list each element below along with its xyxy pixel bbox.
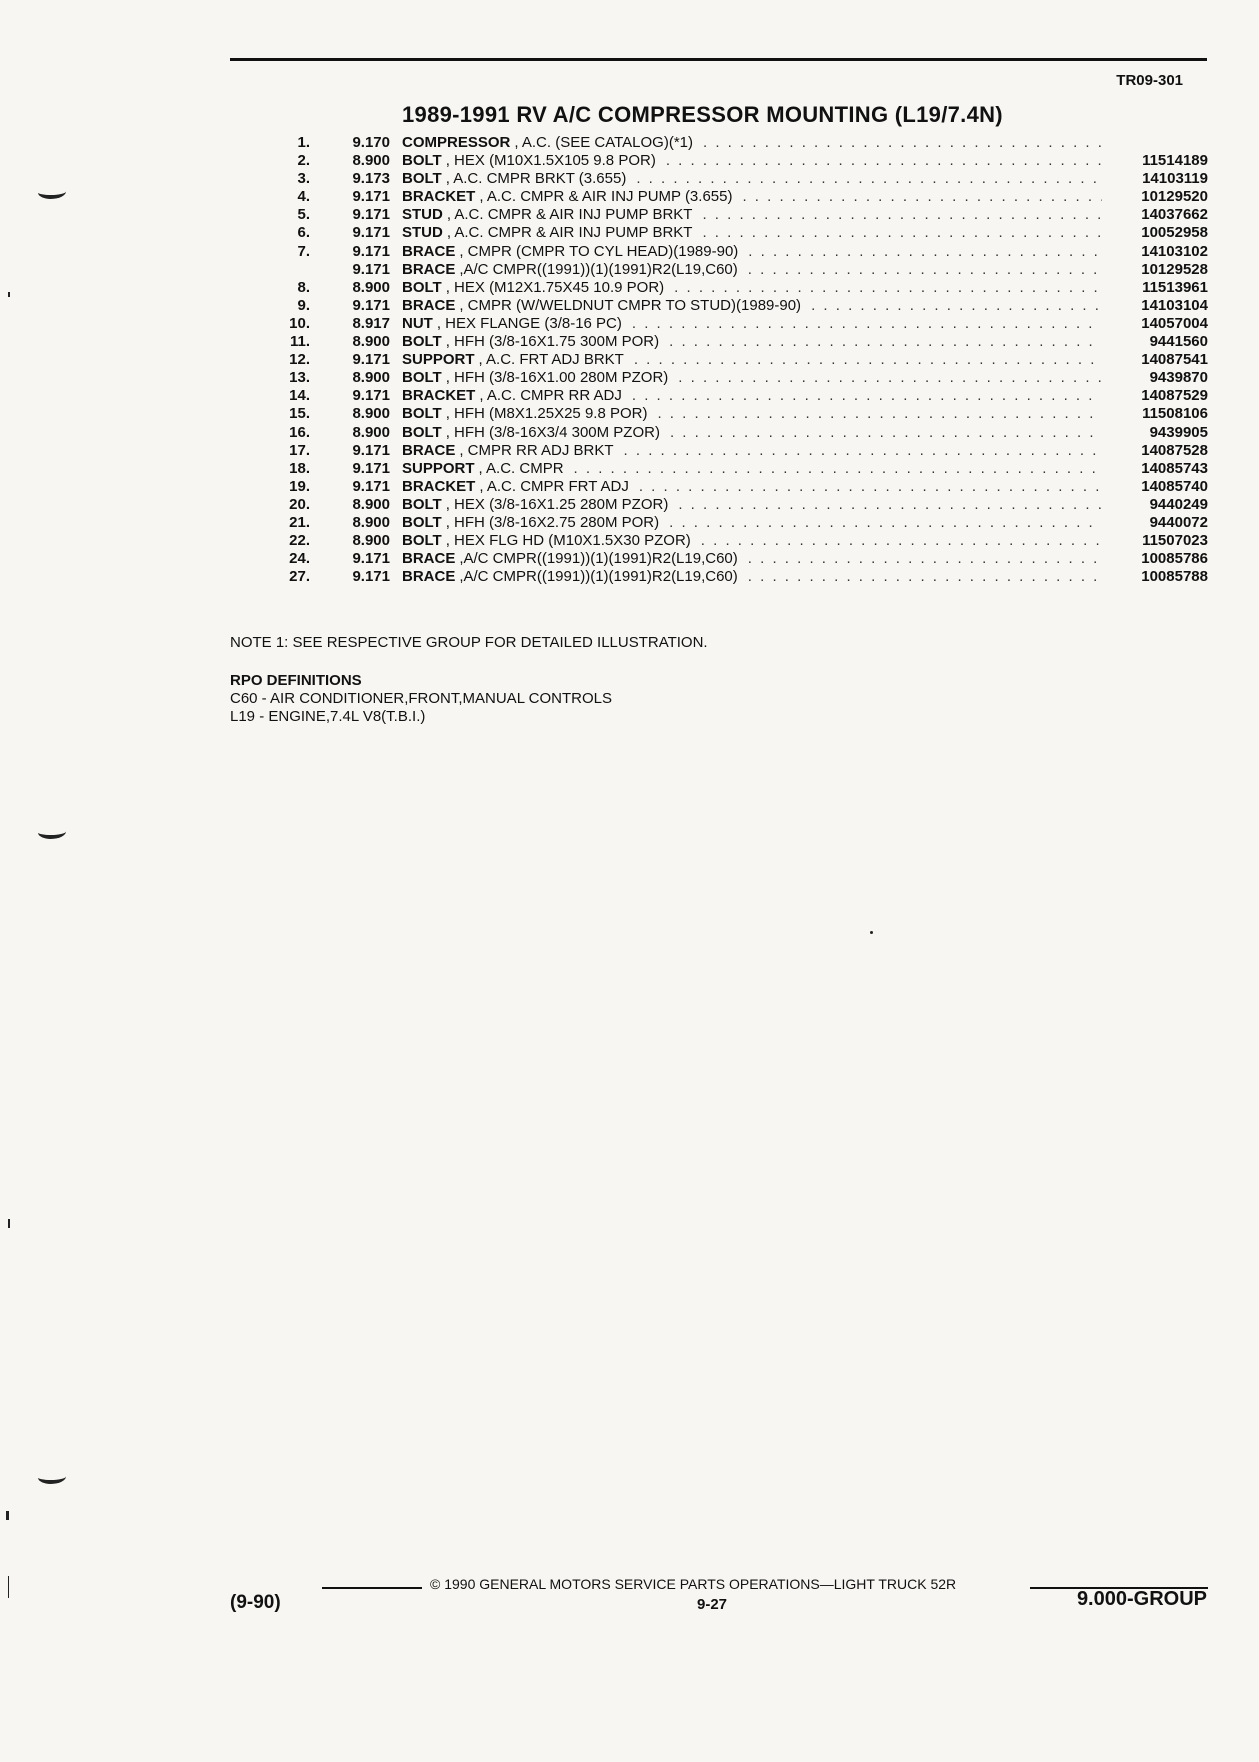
part-name: BRACE xyxy=(402,296,456,314)
page-number: 9-27 xyxy=(697,1596,728,1613)
dot-leader xyxy=(703,134,1102,152)
part-description xyxy=(402,460,1108,478)
part-detail: , A.C. CMPR & AIR INJ PUMP (3.655) xyxy=(479,188,733,206)
part-number: 14103104 xyxy=(1141,296,1208,314)
footer-rule-left xyxy=(322,1587,422,1589)
group-number: 9.171 xyxy=(352,568,390,586)
group-number: 8.900 xyxy=(352,513,390,531)
group-number: 8.900 xyxy=(352,532,390,550)
item-number: 27. xyxy=(289,568,310,586)
dot-leader xyxy=(702,224,1102,242)
group-number: 8.900 xyxy=(352,423,390,441)
dot-leader xyxy=(666,152,1102,170)
part-description xyxy=(402,188,1108,206)
part-number: 9440072 xyxy=(1149,513,1208,531)
item-number: 14. xyxy=(289,387,310,405)
part-number: 11508106 xyxy=(1142,405,1208,423)
part-description xyxy=(402,261,1108,279)
group-number: 8.900 xyxy=(352,405,390,423)
item-number: 16. xyxy=(289,423,310,441)
item-number: 22. xyxy=(289,532,310,550)
part-number: 11513961 xyxy=(1142,278,1208,296)
dot-leader xyxy=(639,478,1102,496)
table-row xyxy=(260,170,1208,188)
part-description xyxy=(402,532,1108,550)
header-rule xyxy=(230,58,1207,61)
item-number: 5. xyxy=(297,206,310,224)
part-detail: , HEX (3/8-16X1.25 280M PZOR) xyxy=(445,495,669,513)
part-detail: , HFH (M8X1.25X25 9.8 POR) xyxy=(445,405,648,423)
table-row xyxy=(260,351,1208,369)
part-number: 14085740 xyxy=(1141,477,1208,495)
item-number: 7. xyxy=(297,242,310,260)
part-number: 9439870 xyxy=(1149,369,1208,387)
dot-leader xyxy=(674,279,1102,297)
table-row xyxy=(260,442,1208,460)
scan-speck-icon xyxy=(6,1511,9,1520)
item-number: 18. xyxy=(289,459,310,477)
part-description xyxy=(402,387,1108,405)
part-detail: , HFH (3/8-16X1.00 280M PZOR) xyxy=(445,369,669,387)
part-name: NUT xyxy=(402,314,433,332)
dot-leader xyxy=(702,206,1102,224)
part-detail: , A.C. CMPR RR ADJ xyxy=(479,387,622,405)
group-number: 8.900 xyxy=(352,278,390,296)
part-description xyxy=(402,514,1108,532)
item-number: 11. xyxy=(289,333,310,351)
part-detail: , CMPR RR ADJ BRKT xyxy=(459,441,614,459)
table-row xyxy=(260,279,1208,297)
part-name: BOLT xyxy=(402,532,442,550)
group-number: 8.900 xyxy=(352,495,390,513)
part-description xyxy=(402,351,1108,369)
part-description xyxy=(402,496,1108,514)
part-detail: , A.C. CMPR & AIR INJ PUMP BRKT xyxy=(446,206,693,224)
table-row xyxy=(260,568,1208,586)
table-row xyxy=(260,333,1208,351)
table-row xyxy=(260,152,1208,170)
part-detail: , HEX (M10X1.5X105 9.8 POR) xyxy=(445,152,656,170)
item-number: 4. xyxy=(297,188,310,206)
group-number: 9.171 xyxy=(352,188,390,206)
dot-leader xyxy=(657,405,1102,423)
part-number: 10052958 xyxy=(1141,224,1208,242)
part-detail: , HFH (3/8-16X2.75 280M POR) xyxy=(445,513,660,531)
item-number: 1. xyxy=(297,134,310,151)
part-description xyxy=(402,550,1108,568)
item-number: 20. xyxy=(289,495,310,513)
table-row xyxy=(260,387,1208,405)
dot-leader xyxy=(748,261,1102,279)
part-number: 14087528 xyxy=(1141,441,1208,459)
item-number: 8. xyxy=(297,278,310,296)
item-number: 2. xyxy=(297,152,310,170)
item-number: 17. xyxy=(289,441,310,459)
page-title: 1989-1991 RV A/C COMPRESSOR MOUNTING (L19/7.4N) xyxy=(402,102,1003,127)
part-detail: , A.C. CMPR & AIR INJ PUMP BRKT xyxy=(446,224,693,242)
part-name: BRACE xyxy=(402,242,456,260)
part-number: 14087529 xyxy=(1141,387,1208,405)
dot-leader xyxy=(701,532,1102,550)
item-number: 24. xyxy=(289,550,310,568)
dot-leader xyxy=(678,496,1102,514)
part-number: 9441560 xyxy=(1149,333,1208,351)
group-number: 9.171 xyxy=(352,296,390,314)
dot-leader xyxy=(669,333,1102,351)
table-row xyxy=(260,514,1208,532)
part-description xyxy=(402,478,1108,496)
group-number: 9.171 xyxy=(352,550,390,568)
group-number: 8.900 xyxy=(352,369,390,387)
item-number: 21. xyxy=(289,513,310,531)
table-row xyxy=(260,188,1208,206)
dot-leader xyxy=(670,424,1102,442)
part-description xyxy=(402,206,1108,224)
group-number: 9.171 xyxy=(352,206,390,224)
part-detail: , HEX FLANGE (3/8-16 PC) xyxy=(436,314,622,332)
table-row xyxy=(260,550,1208,568)
part-name: BOLT xyxy=(402,278,442,296)
group-number: 9.171 xyxy=(352,351,390,369)
part-number: 14103119 xyxy=(1142,170,1208,188)
scan-speck-icon xyxy=(8,1576,9,1598)
part-name: BOLT xyxy=(402,369,442,387)
part-number: 14085743 xyxy=(1141,459,1208,477)
part-number: 14037662 xyxy=(1141,206,1208,224)
table-row xyxy=(260,460,1208,478)
part-number: 14103102 xyxy=(1141,242,1208,260)
part-name: BOLT xyxy=(402,405,442,423)
part-name: BRACKET xyxy=(402,477,476,495)
rpo-definition-l19: L19 - ENGINE,7.4L V8(T.B.I.) xyxy=(230,708,426,725)
part-detail: ,A/C CMPR((1991))(1)(1991)R2(L19,C60) xyxy=(459,260,738,278)
table-row xyxy=(260,424,1208,442)
table-row xyxy=(260,224,1208,242)
part-detail: , HEX (M12X1.75X45 10.9 POR) xyxy=(445,278,665,296)
part-detail: , HEX FLG HD (M10X1.5X30 PZOR) xyxy=(445,532,691,550)
dot-leader xyxy=(678,369,1102,387)
part-number: 9439905 xyxy=(1149,423,1208,441)
copyright-notice: © 1990 GENERAL MOTORS SERVICE PARTS OPERATIONS—LIGHT TRUCK 52R xyxy=(430,1576,957,1592)
part-name: SUPPORT xyxy=(402,351,475,369)
part-detail: ,A/C CMPR((1991))(1)(1991)R2(L19,C60) xyxy=(459,568,738,586)
part-name: BOLT xyxy=(402,170,442,188)
table-row xyxy=(260,297,1208,315)
dot-leader xyxy=(634,351,1102,369)
binder-hole-mark-icon xyxy=(38,825,66,839)
binder-hole-mark-icon xyxy=(38,185,66,199)
rpo-definition-c60: C60 - AIR CONDITIONER,FRONT,MANUAL CONTROLS xyxy=(230,690,612,707)
part-detail: ,A/C CMPR((1991))(1)(1991)R2(L19,C60) xyxy=(459,550,738,568)
group-number: 9.173 xyxy=(352,170,390,188)
group-number: 8.900 xyxy=(352,152,390,170)
part-name: BRACE xyxy=(402,441,456,459)
part-name: BRACKET xyxy=(402,188,476,206)
part-name: STUD xyxy=(402,206,443,224)
part-description xyxy=(402,442,1108,460)
part-description xyxy=(402,405,1108,423)
part-description xyxy=(402,333,1108,351)
revision-date: (9-90) xyxy=(230,1592,281,1613)
part-number: 11507023 xyxy=(1142,532,1208,550)
parts-list xyxy=(260,134,1208,586)
part-detail: , A.C. CMPR BRKT (3.655) xyxy=(445,170,627,188)
group-number: 8.917 xyxy=(352,314,390,332)
part-detail: , CMPR (W/WELDNUT CMPR TO STUD)(1989-90) xyxy=(459,296,802,314)
table-row xyxy=(260,478,1208,496)
part-name: BOLT xyxy=(402,423,442,441)
part-description xyxy=(402,243,1108,261)
item-number: 9. xyxy=(297,296,310,314)
dot-leader xyxy=(748,550,1102,568)
part-detail: , A.C. CMPR FRT ADJ xyxy=(479,477,629,495)
part-name: SUPPORT xyxy=(402,459,475,477)
table-row xyxy=(260,532,1208,550)
dot-leader xyxy=(632,387,1102,405)
part-name: BOLT xyxy=(402,495,442,513)
part-name: BRACKET xyxy=(402,387,476,405)
part-number: 10085788 xyxy=(1141,568,1208,586)
group-number: 9.171 xyxy=(352,459,390,477)
group-number: 9.171 xyxy=(352,477,390,495)
part-detail: , HFH (3/8-16X3/4 300M PZOR) xyxy=(445,423,660,441)
part-name: BOLT xyxy=(402,152,442,170)
part-name: STUD xyxy=(402,224,443,242)
part-name: BRACE xyxy=(402,568,456,586)
part-description xyxy=(402,134,1108,152)
item-number: 3. xyxy=(297,170,310,188)
table-row xyxy=(260,315,1208,333)
item-number: 15. xyxy=(289,405,310,423)
document-code: TR09-301 xyxy=(1116,72,1183,89)
group-number: 9.171 xyxy=(352,224,390,242)
part-detail: , CMPR (CMPR TO CYL HEAD)(1989-90) xyxy=(459,242,739,260)
table-row xyxy=(260,134,1208,152)
part-name: BRACE xyxy=(402,260,456,278)
part-name: BOLT xyxy=(402,513,442,531)
part-detail: , A.C. CMPR xyxy=(478,459,564,477)
group-number: 8.900 xyxy=(352,333,390,351)
table-row xyxy=(260,206,1208,224)
scan-speck-icon xyxy=(8,1219,10,1228)
item-number: 6. xyxy=(297,224,310,242)
part-description xyxy=(402,152,1108,170)
part-detail: , HFH (3/8-16X1.75 300M POR) xyxy=(445,333,660,351)
item-number: 10. xyxy=(289,314,310,332)
item-number: 13. xyxy=(289,369,310,387)
group-number: 9.171 xyxy=(352,387,390,405)
part-number: 9440249 xyxy=(1149,495,1208,513)
binder-hole-mark-icon xyxy=(38,1470,66,1484)
item-number: 19. xyxy=(289,477,310,495)
table-row xyxy=(260,369,1208,387)
dot-leader xyxy=(632,315,1102,333)
part-number: 10085786 xyxy=(1141,550,1208,568)
part-description xyxy=(402,297,1108,315)
part-number: 14087541 xyxy=(1141,351,1208,369)
dot-leader xyxy=(574,460,1102,478)
part-name: COMPRESSOR xyxy=(402,134,511,151)
dot-leader xyxy=(748,243,1102,261)
part-description xyxy=(402,424,1108,442)
part-number: 10129520 xyxy=(1141,188,1208,206)
part-detail: , A.C. FRT ADJ BRKT xyxy=(478,351,624,369)
group-number: 9.171 xyxy=(352,441,390,459)
part-number: 11514189 xyxy=(1142,152,1208,170)
part-name: BRACE xyxy=(402,550,456,568)
part-description xyxy=(402,224,1108,242)
table-row xyxy=(260,243,1208,261)
table-row xyxy=(260,496,1208,514)
dot-leader xyxy=(748,568,1102,586)
part-description xyxy=(402,568,1108,586)
dot-leader xyxy=(636,170,1102,188)
part-description xyxy=(402,170,1108,188)
table-row xyxy=(260,405,1208,423)
scan-speck-icon xyxy=(870,931,873,934)
note-1: NOTE 1: SEE RESPECTIVE GROUP FOR DETAILED ILLUSTRATION. xyxy=(230,634,708,651)
group-number: 9.170 xyxy=(352,134,390,151)
group-number: 9.171 xyxy=(352,260,390,278)
part-description xyxy=(402,315,1108,333)
part-name: BOLT xyxy=(402,333,442,351)
dot-leader xyxy=(811,297,1102,315)
dot-leader xyxy=(624,442,1102,460)
rpo-heading: RPO DEFINITIONS xyxy=(230,672,362,689)
table-row xyxy=(260,261,1208,279)
item-number: 12. xyxy=(289,351,310,369)
group-code: 9.000-GROUP xyxy=(1076,1588,1207,1610)
group-number: 9.171 xyxy=(352,242,390,260)
part-number: 10129528 xyxy=(1141,260,1208,278)
part-detail: , A.C. (SEE CATALOG)(*1) xyxy=(514,134,694,151)
part-description xyxy=(402,369,1108,387)
dot-leader xyxy=(669,514,1102,532)
scan-speck-icon xyxy=(8,292,10,297)
part-description xyxy=(402,279,1108,297)
dot-leader xyxy=(742,188,1102,206)
part-number: 14057004 xyxy=(1141,314,1208,332)
